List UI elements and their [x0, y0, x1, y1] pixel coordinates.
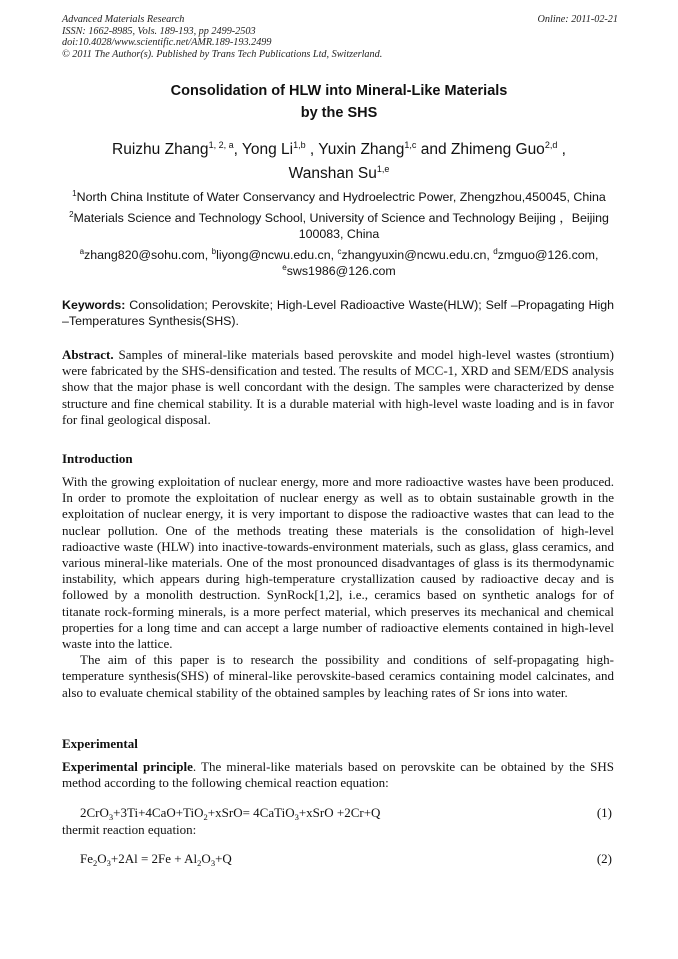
- author-list: [62, 138, 616, 186]
- thermit-label: thermit reaction equation:: [62, 822, 197, 837]
- doi-line: doi:10.4028/www.scientific.net/AMR.189-193.2499: [62, 37, 272, 49]
- author-emails: [62, 247, 616, 279]
- email-link[interactable]: zhang820@sohu.com,: [84, 248, 212, 262]
- equation-term: O: [201, 851, 211, 866]
- email-link[interactable]: zmguo@126.com,: [497, 248, 599, 262]
- author-line-1: [62, 138, 616, 162]
- email-link[interactable]: sws1986@126.com: [286, 264, 396, 278]
- equation-term: 2CrO: [80, 805, 109, 820]
- equation-term: +xSrO= 4CaTiO: [207, 805, 295, 820]
- affiliation-1: [62, 189, 616, 205]
- abstract-text: Samples of mineral-like materials based perovskite and model high-level wastes (strontium) were fabricated by the SHS-densification and tested. The results of MCC-1, XRD and SEM/EDS analysis show that the major phase is well concordant with the design. The samples were characterized by dense structure and fine chemical stability. It is a durable material with high-level waste loading and is in favor for final geological disposal.: [62, 347, 614, 427]
- author-separator: ,: [557, 141, 566, 158]
- author-superscript: 1, 2, a: [208, 140, 234, 150]
- principle-label: Experimental principle: [62, 759, 193, 774]
- introduction-paragraph-1: With the growing exploitation of nuclear energy, more and more radioactive wastes have been produced. In order to promote the exploitation of nuclear energy as well as to obtain sustainable growth in the exploitation of nuclear energy, it is very important to dispose the radioactive wastes that can lead to the nuclear pollution. One of the methods treating these materials is the consolidation of high-level radioactive waste (HLW) into inactive-towards-environment materials, such as glass, glass ceramics, and various mineral-like materials. One of the most pronounced disadvantages of glass is its thermodynamic instability, which appears during high-temperature crystallization caused by radioactive decay and is followed by a monolith destruction. SynRock[1,2], i.e., ceramics based on synthetic analogs for of titanate rock-forming minerals, is a more perfect material, which preserves its mechanical and chemical properties for a long time and can accept a large number of radioactive elements contained in high-level waste into the lattice.: [62, 474, 614, 652]
- equation-subscript: 3: [106, 858, 111, 868]
- email-superscript: b: [211, 247, 217, 256]
- equation-subscript: 2: [197, 858, 202, 868]
- equation-subscript: 2: [203, 812, 208, 822]
- journal-header: [62, 14, 618, 60]
- email-link[interactable]: zhangyuxin@ncwu.edu.cn,: [341, 248, 494, 262]
- equation-number: (2): [596, 851, 612, 866]
- title-line-2: by the SHS: [300, 105, 378, 121]
- affiliation-2: [62, 210, 616, 242]
- author-superscript: 1,b: [293, 140, 306, 150]
- author-superscript: 2,d: [544, 140, 558, 150]
- email-superscript: d: [493, 247, 498, 256]
- equation-term: +xSrO +2Cr+Q: [298, 805, 381, 820]
- affiliation-text: Materials Science and Technology School, University of Science and Technology Beijing ，Beijing 100083, China: [73, 211, 609, 241]
- author-superscript: 1,c: [404, 140, 417, 150]
- affiliation-superscript: 1: [72, 189, 77, 198]
- experimental-heading: Experimental: [62, 736, 138, 751]
- email-link[interactable]: liyong@ncwu.edu.cn,: [216, 248, 338, 262]
- equation-term: +3Ti+4CaO+TiO: [113, 805, 204, 820]
- equation-term: Fe: [80, 851, 93, 866]
- equation-term: +2Al = 2Fe + Al: [110, 851, 198, 866]
- equation-2: [80, 851, 612, 867]
- abstract: [62, 347, 614, 428]
- keywords: [62, 297, 614, 329]
- equation-subscript: 2: [93, 858, 98, 868]
- email-superscript: a: [79, 247, 85, 256]
- journal-name: Advanced Materials Research: [62, 14, 185, 25]
- issn-line: ISSN: 1662-8985, Vols. 189-193, pp 2499-2503: [62, 25, 256, 37]
- equation-subscript: 3: [108, 812, 114, 822]
- equation-1: [80, 805, 612, 821]
- equation-subscript: 3: [210, 858, 216, 868]
- principle-text: . The mineral-like materials based on perovskite can be obtained by the SHS method according to the following chemical reaction equation:: [62, 759, 614, 791]
- copyright-line: © 2011 The Author(s). Published by Trans Tech Publications Ltd, Switzerland.: [62, 48, 383, 60]
- affiliation-text: North China Institute of Water Conservancy and Hydroelectric Power, Zhengzhou,450045, China: [76, 190, 606, 204]
- equation-subscript: 3: [294, 812, 299, 822]
- author-name: , Yong Li: [233, 141, 294, 158]
- introduction-paragraph-2: The aim of this paper is to research the possibility and conditions of self-propagating high-temperature synthesis(SHS) of mineral-like perovskite-based ceramics containing model calcinates, and also to evaluate chemical stability of the obtained samples by leaching rates of Sr ions into water.: [62, 652, 614, 700]
- online-date: Online: 2011-02-21: [537, 14, 618, 25]
- author-name: and Zhimeng Guo: [416, 141, 545, 158]
- introduction-heading: Introduction: [62, 451, 133, 466]
- paper-title: [62, 80, 616, 124]
- affiliation-superscript: 2: [69, 210, 74, 219]
- equation-number: (1): [596, 805, 612, 820]
- equation-term: O: [97, 851, 107, 866]
- author-name: , Yuxin Zhang: [305, 141, 405, 158]
- equation-term: +Q: [215, 851, 232, 866]
- experimental-principle: [62, 759, 614, 791]
- email-superscript: c: [337, 247, 342, 256]
- author-name: Wanshan Su: [288, 165, 377, 182]
- title-line-1: Consolidation of HLW into Mineral-Like Materials: [170, 83, 508, 99]
- author-name: Ruizhu Zhang: [112, 141, 209, 158]
- author-line-2: [62, 162, 616, 186]
- abstract-label: Abstract.: [62, 347, 114, 362]
- author-superscript: 1,e: [376, 164, 390, 174]
- keywords-label: Keywords:: [62, 298, 126, 312]
- keywords-text: Consolidation; Perovskite; High-Level Radioactive Waste(HLW); Self –Propagating High –Temperatures Synthesis(SHS).: [62, 298, 614, 328]
- introduction-body: [62, 474, 614, 701]
- email-superscript: e: [282, 263, 287, 272]
